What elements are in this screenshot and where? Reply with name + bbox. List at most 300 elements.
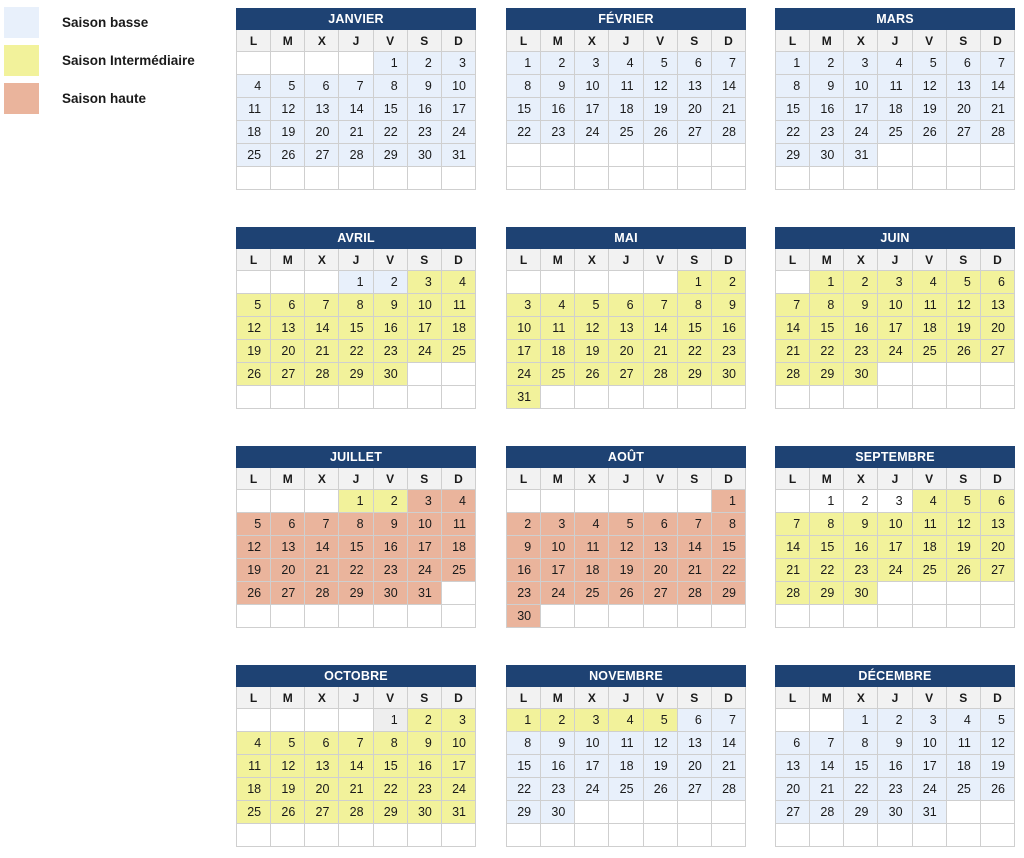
day-cell: 17 — [575, 755, 609, 778]
day-cell: 7 — [339, 75, 373, 98]
day-cell: 24 — [575, 121, 609, 144]
day-cell: 15 — [810, 536, 844, 559]
month-title: OCTOBRE — [236, 665, 476, 687]
empty-cell — [507, 271, 541, 294]
day-cell: 6 — [305, 75, 339, 98]
day-cell: 24 — [507, 363, 541, 386]
weekday-header: J — [609, 249, 643, 271]
day-cell: 12 — [947, 513, 981, 536]
day-cell: 26 — [644, 778, 678, 801]
empty-cell — [947, 582, 981, 605]
day-cell: 25 — [609, 121, 643, 144]
day-cell: 15 — [374, 755, 408, 778]
day-cell: 11 — [442, 513, 476, 536]
empty-cell — [981, 363, 1015, 386]
day-cell: 4 — [442, 271, 476, 294]
day-cell: 8 — [339, 513, 373, 536]
empty-cell — [339, 605, 373, 628]
day-cell: 29 — [339, 363, 373, 386]
day-cell: 15 — [339, 536, 373, 559]
weekday-header: X — [575, 687, 609, 709]
day-cell: 30 — [878, 801, 912, 824]
empty-cell — [981, 582, 1015, 605]
day-cell: 9 — [507, 536, 541, 559]
empty-cell — [442, 582, 476, 605]
empty-cell — [678, 801, 712, 824]
day-cell: 23 — [844, 340, 878, 363]
empty-cell — [271, 490, 305, 513]
day-cell: 23 — [844, 559, 878, 582]
day-cell: 11 — [442, 294, 476, 317]
day-cell: 3 — [507, 294, 541, 317]
day-cell: 7 — [981, 52, 1015, 75]
weekday-header: D — [712, 687, 746, 709]
day-cell: 28 — [339, 801, 373, 824]
day-cell: 15 — [339, 317, 373, 340]
day-cell: 1 — [339, 271, 373, 294]
day-cell: 22 — [678, 340, 712, 363]
day-cell: 26 — [913, 121, 947, 144]
empty-cell — [339, 167, 373, 190]
day-cell: 19 — [609, 559, 643, 582]
month-grid — [775, 249, 1015, 409]
empty-cell — [712, 144, 746, 167]
day-cell: 13 — [776, 755, 810, 778]
month-calendar — [506, 227, 746, 409]
weekday-header: D — [442, 249, 476, 271]
weekday-header: M — [271, 468, 305, 490]
day-cell: 14 — [810, 755, 844, 778]
weekday-header: V — [913, 249, 947, 271]
empty-cell — [712, 801, 746, 824]
day-cell: 1 — [678, 271, 712, 294]
empty-cell — [776, 490, 810, 513]
day-cell: 19 — [981, 755, 1015, 778]
day-cell: 22 — [810, 559, 844, 582]
day-cell: 20 — [271, 559, 305, 582]
day-cell: 20 — [678, 755, 712, 778]
empty-cell — [575, 824, 609, 847]
month-title: NOVEMBRE — [506, 665, 746, 687]
weekday-header: V — [644, 30, 678, 52]
day-cell: 26 — [947, 340, 981, 363]
weekday-header: D — [442, 468, 476, 490]
empty-cell — [644, 271, 678, 294]
day-cell: 14 — [776, 536, 810, 559]
day-cell: 30 — [810, 144, 844, 167]
weekday-header: V — [374, 468, 408, 490]
weekday-header: L — [237, 468, 271, 490]
empty-cell — [442, 167, 476, 190]
day-cell: 21 — [776, 340, 810, 363]
day-cell: 22 — [374, 121, 408, 144]
day-cell: 4 — [609, 709, 643, 732]
day-cell: 25 — [442, 340, 476, 363]
day-cell: 24 — [575, 778, 609, 801]
day-cell: 3 — [442, 52, 476, 75]
empty-cell — [678, 824, 712, 847]
month-grid — [506, 30, 746, 190]
weekday-header: V — [644, 249, 678, 271]
weekday-header: J — [878, 30, 912, 52]
day-cell: 25 — [575, 582, 609, 605]
empty-cell — [442, 363, 476, 386]
day-cell: 29 — [678, 363, 712, 386]
weekday-header: L — [237, 249, 271, 271]
month-title: MAI — [506, 227, 746, 249]
day-cell: 18 — [878, 98, 912, 121]
day-cell: 21 — [810, 778, 844, 801]
empty-cell — [678, 167, 712, 190]
day-cell: 15 — [507, 755, 541, 778]
day-cell: 14 — [305, 317, 339, 340]
day-cell: 9 — [374, 513, 408, 536]
weekday-header: J — [339, 468, 373, 490]
empty-cell — [541, 271, 575, 294]
weekday-header: M — [541, 468, 575, 490]
empty-cell — [981, 144, 1015, 167]
empty-cell — [644, 386, 678, 409]
month-grid — [236, 249, 476, 409]
day-cell: 21 — [339, 778, 373, 801]
day-cell: 29 — [339, 582, 373, 605]
month-calendar — [775, 227, 1015, 409]
day-cell: 6 — [271, 294, 305, 317]
legend-label-basse: Saison basse — [62, 15, 149, 30]
empty-cell — [712, 605, 746, 628]
day-cell: 10 — [844, 75, 878, 98]
day-cell: 13 — [609, 317, 643, 340]
empty-cell — [776, 167, 810, 190]
day-cell: 12 — [644, 75, 678, 98]
empty-cell — [878, 386, 912, 409]
empty-cell — [339, 709, 373, 732]
day-cell: 5 — [271, 732, 305, 755]
empty-cell — [408, 605, 442, 628]
day-cell: 1 — [374, 52, 408, 75]
day-cell: 19 — [237, 559, 271, 582]
day-cell: 18 — [609, 98, 643, 121]
day-cell: 24 — [878, 559, 912, 582]
weekday-header: D — [981, 468, 1015, 490]
weekday-header: V — [374, 30, 408, 52]
day-cell: 15 — [776, 98, 810, 121]
day-cell: 23 — [507, 582, 541, 605]
day-cell: 10 — [408, 294, 442, 317]
day-cell: 3 — [408, 271, 442, 294]
day-cell: 6 — [644, 513, 678, 536]
day-cell: 22 — [712, 559, 746, 582]
empty-cell — [237, 52, 271, 75]
empty-cell — [339, 386, 373, 409]
empty-cell — [810, 386, 844, 409]
day-cell: 29 — [810, 363, 844, 386]
day-cell: 13 — [305, 98, 339, 121]
day-cell: 3 — [575, 709, 609, 732]
weekday-header: X — [844, 30, 878, 52]
day-cell: 3 — [442, 709, 476, 732]
empty-cell — [981, 605, 1015, 628]
day-cell: 18 — [237, 121, 271, 144]
weekday-header: S — [947, 30, 981, 52]
month-title: JUIN — [775, 227, 1015, 249]
day-cell: 15 — [374, 98, 408, 121]
empty-cell — [271, 605, 305, 628]
empty-cell — [913, 167, 947, 190]
empty-cell — [878, 605, 912, 628]
day-cell: 2 — [408, 52, 442, 75]
empty-cell — [644, 605, 678, 628]
day-cell: 9 — [541, 75, 575, 98]
weekday-header: L — [776, 249, 810, 271]
day-cell: 28 — [810, 801, 844, 824]
day-cell: 3 — [844, 52, 878, 75]
month-title: AOÛT — [506, 446, 746, 468]
empty-cell — [271, 52, 305, 75]
empty-cell — [541, 144, 575, 167]
empty-cell — [712, 386, 746, 409]
day-cell: 18 — [913, 317, 947, 340]
day-cell: 23 — [408, 121, 442, 144]
weekday-header: V — [374, 249, 408, 271]
day-cell: 28 — [644, 363, 678, 386]
day-cell: 27 — [271, 582, 305, 605]
day-cell: 22 — [339, 340, 373, 363]
empty-cell — [408, 363, 442, 386]
day-cell: 16 — [408, 98, 442, 121]
empty-cell — [644, 490, 678, 513]
empty-cell — [878, 167, 912, 190]
day-cell: 28 — [305, 363, 339, 386]
day-cell: 29 — [810, 582, 844, 605]
empty-cell — [374, 824, 408, 847]
day-cell: 3 — [913, 709, 947, 732]
empty-cell — [541, 605, 575, 628]
day-cell: 30 — [844, 582, 878, 605]
weekday-header: L — [237, 30, 271, 52]
day-cell: 21 — [305, 340, 339, 363]
empty-cell — [712, 167, 746, 190]
day-cell: 21 — [776, 559, 810, 582]
day-cell: 20 — [609, 340, 643, 363]
day-cell: 5 — [609, 513, 643, 536]
day-cell: 15 — [844, 755, 878, 778]
empty-cell — [844, 386, 878, 409]
day-cell: 19 — [913, 98, 947, 121]
empty-cell — [776, 605, 810, 628]
empty-cell — [575, 605, 609, 628]
day-cell: 7 — [305, 513, 339, 536]
day-cell: 16 — [541, 755, 575, 778]
day-cell: 2 — [712, 271, 746, 294]
legend-label-haute: Saison haute — [62, 91, 147, 106]
legend-label-intermediaire: Saison Intermédiaire — [62, 53, 195, 68]
day-cell: 30 — [844, 363, 878, 386]
day-cell: 25 — [947, 778, 981, 801]
weekday-header: L — [776, 687, 810, 709]
day-cell: 4 — [947, 709, 981, 732]
day-cell: 24 — [442, 121, 476, 144]
day-cell: 9 — [810, 75, 844, 98]
day-cell: 2 — [408, 709, 442, 732]
empty-cell — [712, 824, 746, 847]
empty-cell — [305, 167, 339, 190]
day-cell: 1 — [810, 490, 844, 513]
day-cell: 20 — [981, 536, 1015, 559]
day-cell: 26 — [575, 363, 609, 386]
day-cell: 30 — [374, 363, 408, 386]
day-cell: 28 — [776, 582, 810, 605]
day-cell: 7 — [305, 294, 339, 317]
day-cell: 8 — [712, 513, 746, 536]
day-cell: 5 — [271, 75, 305, 98]
day-cell: 26 — [237, 582, 271, 605]
day-cell: 8 — [374, 732, 408, 755]
day-cell: 5 — [237, 294, 271, 317]
day-cell: 10 — [442, 75, 476, 98]
day-cell: 12 — [575, 317, 609, 340]
day-cell: 12 — [237, 536, 271, 559]
day-cell: 4 — [442, 490, 476, 513]
empty-cell — [678, 605, 712, 628]
empty-cell — [305, 490, 339, 513]
day-cell: 5 — [913, 52, 947, 75]
empty-cell — [609, 144, 643, 167]
day-cell: 28 — [776, 363, 810, 386]
day-cell: 17 — [913, 755, 947, 778]
empty-cell — [237, 271, 271, 294]
day-cell: 6 — [678, 709, 712, 732]
day-cell: 4 — [575, 513, 609, 536]
day-cell: 22 — [810, 340, 844, 363]
weekday-header: L — [507, 468, 541, 490]
weekday-header: M — [810, 468, 844, 490]
empty-cell — [408, 167, 442, 190]
weekday-header: X — [575, 249, 609, 271]
empty-cell — [913, 582, 947, 605]
empty-cell — [810, 709, 844, 732]
day-cell: 14 — [678, 536, 712, 559]
empty-cell — [237, 386, 271, 409]
weekday-header: D — [712, 249, 746, 271]
day-cell: 9 — [374, 294, 408, 317]
day-cell: 14 — [712, 75, 746, 98]
weekday-header: V — [913, 30, 947, 52]
day-cell: 17 — [442, 755, 476, 778]
day-cell: 2 — [507, 513, 541, 536]
day-cell: 12 — [644, 732, 678, 755]
weekday-header: D — [442, 30, 476, 52]
day-cell: 22 — [844, 778, 878, 801]
day-cell: 4 — [878, 52, 912, 75]
empty-cell — [609, 824, 643, 847]
empty-cell — [947, 167, 981, 190]
empty-cell — [844, 167, 878, 190]
day-cell: 16 — [844, 317, 878, 340]
day-cell: 10 — [575, 75, 609, 98]
day-cell: 26 — [271, 801, 305, 824]
month-calendar — [236, 8, 476, 190]
weekday-header: D — [712, 468, 746, 490]
day-cell: 8 — [844, 732, 878, 755]
day-cell: 1 — [844, 709, 878, 732]
empty-cell — [507, 144, 541, 167]
day-cell: 7 — [644, 294, 678, 317]
empty-cell — [644, 144, 678, 167]
empty-cell — [947, 801, 981, 824]
day-cell: 30 — [408, 801, 442, 824]
day-cell: 18 — [913, 536, 947, 559]
day-cell: 30 — [374, 582, 408, 605]
weekday-header: J — [339, 249, 373, 271]
weekday-header: D — [981, 687, 1015, 709]
day-cell: 13 — [271, 536, 305, 559]
empty-cell — [644, 824, 678, 847]
day-cell: 6 — [271, 513, 305, 536]
day-cell: 17 — [575, 98, 609, 121]
empty-cell — [339, 52, 373, 75]
day-cell: 27 — [305, 144, 339, 167]
weekday-header: M — [271, 687, 305, 709]
weekday-header: V — [644, 468, 678, 490]
day-cell: 19 — [237, 340, 271, 363]
day-cell: 4 — [609, 52, 643, 75]
day-cell: 4 — [913, 490, 947, 513]
empty-cell — [507, 167, 541, 190]
day-cell: 19 — [644, 755, 678, 778]
day-cell: 5 — [947, 490, 981, 513]
day-cell: 4 — [237, 732, 271, 755]
month-grid — [775, 687, 1015, 847]
day-cell: 16 — [374, 317, 408, 340]
day-cell: 28 — [712, 121, 746, 144]
day-cell: 25 — [237, 144, 271, 167]
day-cell: 1 — [507, 709, 541, 732]
empty-cell — [878, 824, 912, 847]
day-cell: 23 — [878, 778, 912, 801]
weekday-header: S — [408, 30, 442, 52]
empty-cell — [878, 144, 912, 167]
day-cell: 4 — [237, 75, 271, 98]
day-cell: 9 — [844, 294, 878, 317]
day-cell: 21 — [981, 98, 1015, 121]
day-cell: 18 — [442, 317, 476, 340]
month-title: JUILLET — [236, 446, 476, 468]
weekday-header: X — [305, 249, 339, 271]
day-cell: 25 — [913, 340, 947, 363]
empty-cell — [305, 824, 339, 847]
day-cell: 18 — [575, 559, 609, 582]
day-cell: 31 — [442, 801, 476, 824]
weekday-header: S — [678, 30, 712, 52]
day-cell: 10 — [878, 513, 912, 536]
day-cell: 29 — [712, 582, 746, 605]
month-grid — [506, 249, 746, 409]
day-cell: 10 — [541, 536, 575, 559]
day-cell: 6 — [609, 294, 643, 317]
day-cell: 27 — [981, 340, 1015, 363]
day-cell: 19 — [644, 98, 678, 121]
day-cell: 4 — [913, 271, 947, 294]
day-cell: 2 — [844, 490, 878, 513]
month-calendar — [506, 8, 746, 190]
empty-cell — [442, 824, 476, 847]
day-cell: 16 — [374, 536, 408, 559]
month-grid — [506, 687, 746, 847]
day-cell: 10 — [878, 294, 912, 317]
day-cell: 6 — [981, 271, 1015, 294]
weekday-header: S — [947, 468, 981, 490]
